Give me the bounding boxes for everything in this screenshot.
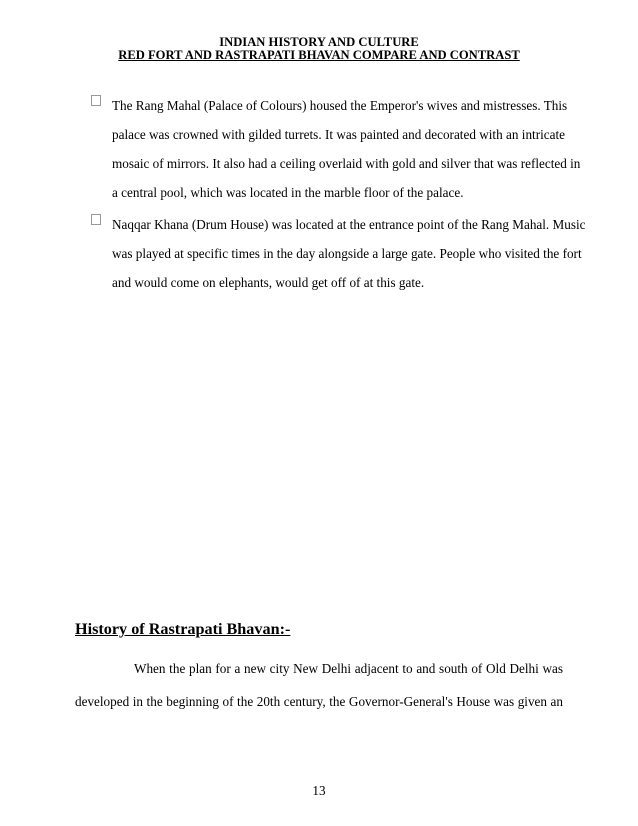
bullet-text	[112, 91, 581, 207]
document-header-subtitle: RED FORT AND RASTRAPATI BHAVAN COMPARE AND CONTRAST	[118, 48, 520, 62]
text-line: a central pool, which was located in the marble floor of the palace.	[112, 185, 464, 200]
section-heading: History of Rastrapati Bhavan:-	[75, 620, 291, 638]
bullet-marker-icon	[91, 214, 101, 225]
document-header-title: INDIAN HISTORY AND CULTURE	[219, 35, 419, 49]
page-number: 13	[312, 783, 326, 798]
text-line: and would come on elephants, would get off of at this gate.	[112, 275, 425, 290]
bullet-text	[112, 210, 586, 297]
text-line: Naqqar Khana (Drum House) was located at the entrance point of the Rang Mahal. Music	[112, 217, 586, 232]
text-line: was played at specific times in the day alongside a large gate. People who visited the fort	[112, 246, 582, 261]
bullet-marker-icon	[91, 95, 101, 106]
text-line: developed in the beginning of the 20th century, the Governor-General's House was given an	[75, 694, 563, 709]
text-line: The Rang Mahal (Palace of Colours) housed the Emperor's wives and mistresses. This	[112, 98, 568, 113]
text-line: palace was crowned with gilded turrets. It was painted and decorated with an intricate	[112, 127, 565, 142]
text-line: When the plan for a new city New Delhi adjacent to and south of Old Delhi was	[134, 661, 563, 676]
text-line: mosaic of mirrors. It also had a ceiling overlaid with gold and silver that was reflected in	[112, 156, 581, 171]
section-paragraph	[75, 652, 563, 718]
